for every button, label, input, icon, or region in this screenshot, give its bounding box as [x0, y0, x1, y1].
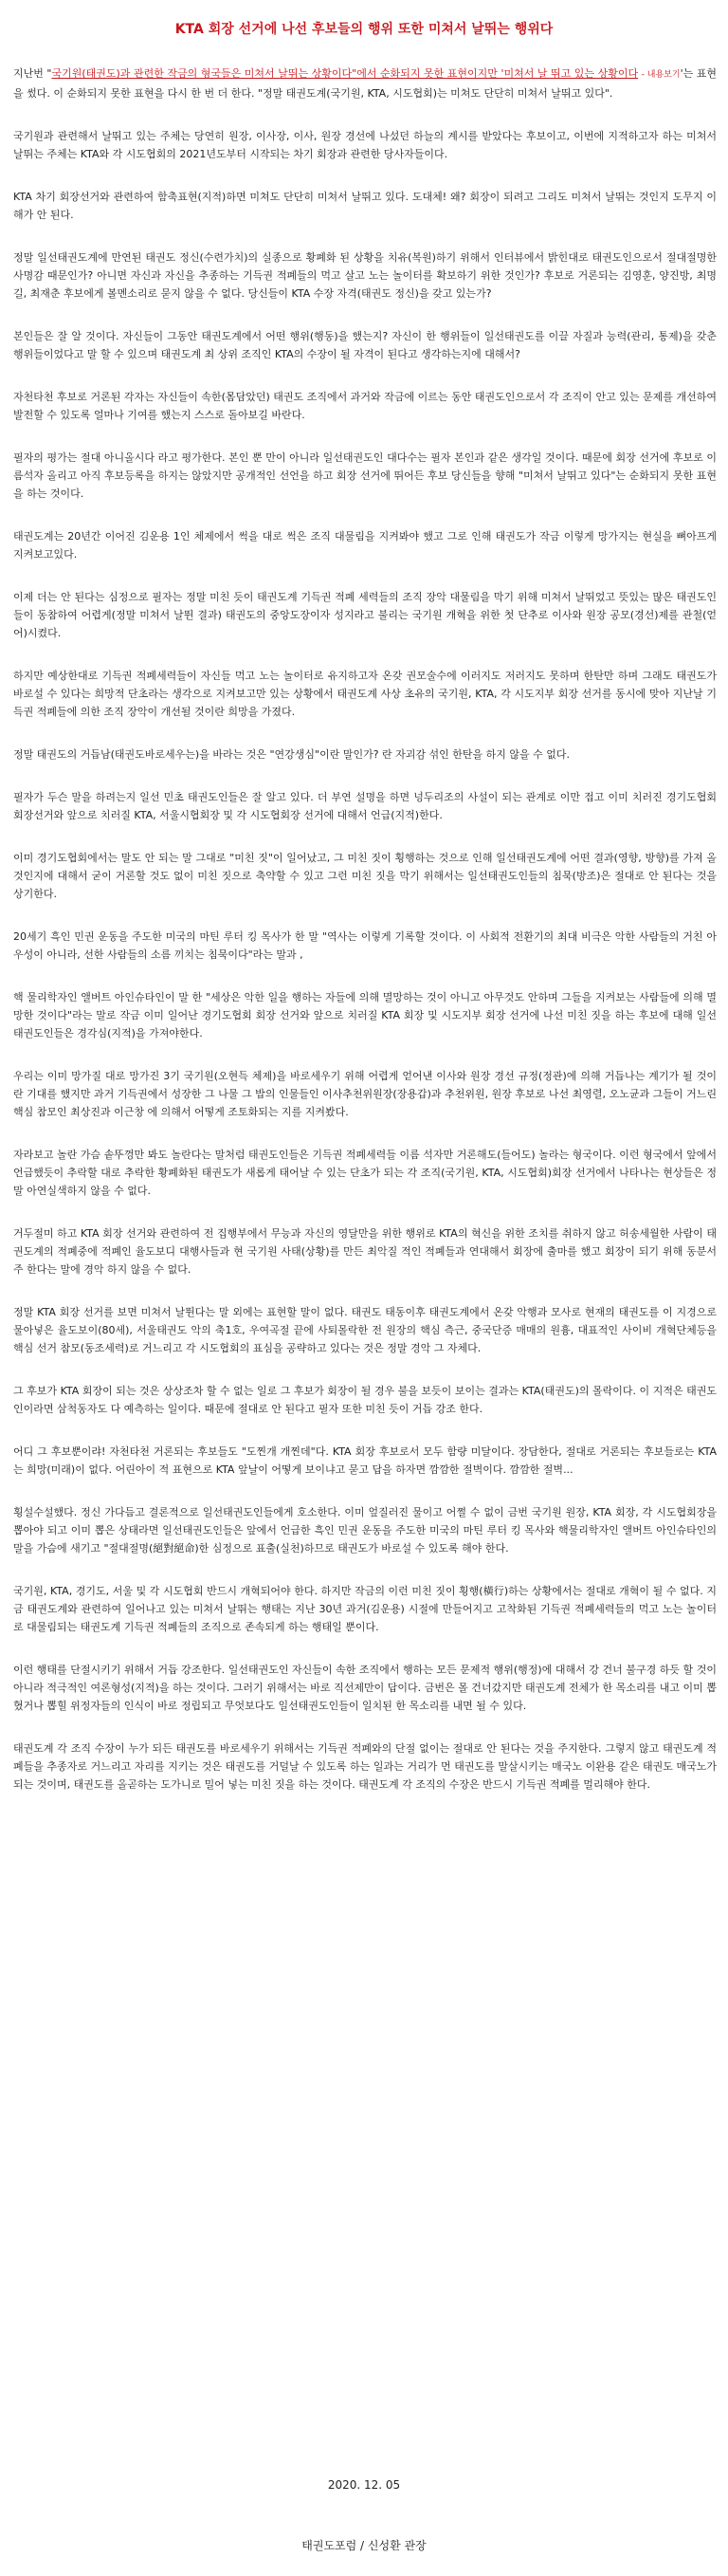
view-content-link[interactable]: - 내용보기: [641, 70, 681, 80]
body-paragraph: 이제 더는 안 된다는 심정으로 필자는 정말 미친 듯이 태권도계 기득권 적폐 세력들의 조직 장악 대물림을 막기 위해 미쳐서 날뛰었고 뜻있는 많은 태권도인들이 동참하여 어렵게(정말 미쳐서 날뛴 결과) 태권도의 중앙도장이자 성지라고 불리는 국기원 개혁을 위한 첫 단추로 이사와 원장 공모(경선)제를 관철(얻어)시켰다.: [13, 591, 717, 639]
article-title: KTA 회장 선거에 나선 후보들의 행위 또한 미쳐서 날뛰는 행위다: [174, 22, 554, 37]
body-paragraph: 어디 그 후보뿐이랴! 자천타천 거론되는 후보들도 "도찐개 개찐데"다. KTA 회장 후보로서 모두 함량 미달이다. 장담한다, 절대로 거론되는 후보들로는 KTA는 희망(미래)이 없다. 어린아이 적 표현으로 KTA 앞날이 어떻게 보이냐고 묻고 답을 하자면 깜깜한 절벽이다. 깜깜한 절벽...: [13, 1445, 717, 1476]
body-paragraph: 국기원, KTA, 경기도, 서울 및 각 시도협회 반드시 개혁되어야 한다. 하지만 작금의 이런 미친 짓이 횡행(橫行)하는 상황에서는 절대로 개혁이 될 수 없다. 지금 태권도계와 관련하여 일어나고 있는 미쳐서 날뛰는 행태는 지난 30년 과거(김운용) 시절에 만들어지고 고착화된 기득권 적폐세력들의 먹고 노는 놀이터로 대물림되는 태권도계 기득권 적폐들의 조직으로 존속되게 하는 행태일 뿐이다.: [13, 1585, 717, 1633]
article-date: 2020. 12. 05: [327, 2478, 401, 2492]
body-paragraph: 필자가 두슨 말을 하려는지 일선 민초 태권도인들은 잘 알고 있다. 더 부연 설명을 하면 넝두리조의 사설이 되는 관계로 이만 접고 이미 치러진 경기도협회 회장선거와 앞으로 치러질 KTA, 서울시협회장 및 각 시도협회장 선거에 대해서 언급(지적)한다.: [13, 791, 717, 821]
body-paragraph: 정말 KTA 회장 선거를 보면 미쳐서 날뛴다는 말 외에는 표현할 말이 없다. 태권도 태동이후 태권도계에서 온갖 악행과 모사로 현재의 태권도를 이 지경으로 물아넣은 율도보이(80세), 서울태권도 악의 축1호, 우여곡절 끝에 사퇴몰락한 전 원장의 핵심 측근, 중국단증 매매의 원흉, 대표적인 사이비 개혁단체등을 핵심 선거 참모(동조세력)로 거느리고 각 시도협회의 표심을 공략하고 있다는 것은 정말 경악 그 자체다.: [13, 1306, 717, 1354]
body-paragraph: 국기원과 관련해서 날뛰고 있는 주체는 당연히 원장, 이사장, 이사, 원장 경선에 나섰던 하늘의 계시를 받았다는 후보이고, 이번에 지적하고자 하는 미쳐서 날뛰는 주체는 KTA와 각 시도협회의 2021년도부터 시작되는 차기 회장과 관련한 당사자들이다.: [13, 130, 717, 160]
body-paragraph: 우리는 이미 망가질 대로 망가진 3기 국기원(오현득 체제)을 바로세우기 위해 어렵게 얻어낸 이사와 원장 경선 규정(정관)에 의해 거듭나는 계기가 될 것이란 기대를 했지만 과거 기득권에서 성장한 그 나물 그 밥의 인물들인 이사추천위원장(장용갑)과 추천위원, 원장 후보로 나선 최영렬, 오노균과 그들이 거느린 핵심 참모인 최상진과 이근창 에 의해서 어떻게 조토화되는 지를 지켜봤다.: [13, 1070, 717, 1118]
body-paragraph: 그 후보가 KTA 회장이 되는 것은 상상조차 할 수 없는 일로 그 후보가 회장이 될 경우 불을 보듯이 보이는 결과는 KTA(태권도)의 몰락이다. 이 지적은 태권도인이라면 삼척동자도 다 예측하는 일이다. 때문에 절대로 안 된다고 필자 또한 미친 듯이 거듭 강조 한다.: [13, 1385, 717, 1415]
body-paragraph: 정말 일선태권도계에 만연된 태권도 정신(수련가치)의 실종으로 황폐화 된 상황을 치유(복원)하기 위해서 인터뷰에서 밝힌대로 태권도인으로서 절대절명한 사명감 때문인가? 아니면 자신과 자신을 추종하는 기득권 적폐들의 먹고 살고 노는 놀이터를 확보하기 위한 것인가? 후보로 거론되는 김영훈, 양진방, 최명길, 최재춘 후보에게 볼멘소리로 묻지 않을 수 없다. 당신들이 KTA 수장 자격(태권도 정신)을 갖고 있는가?: [13, 251, 717, 300]
body-paragraph: 본인들은 잘 알 것이다. 자신들이 그동안 태권도계에서 어떤 행위(행동)을 했는지? 자신이 한 행위들이 일선태권도를 이끌 자질과 능력(관리, 통제)을 갖춘 행위들이었다고 말 할 수 있으며 태권도계 최 상위 조직인 KTA의 수장이 될 자격이 된다고 생각하는지에 대해서?: [13, 330, 717, 360]
body-paragraph: 거두절미 하고 KTA 회장 선거와 관련하여 전 집행부에서 무능과 자신의 영달만을 위한 행위로 KTA의 혁신을 위한 조치를 취하지 않고 허송세월한 사람이 태권도계의 적폐중에 적폐인 율도보디 대행사들과 현 국기원 사태(상황)를 만든 최악질 적인 적폐들과 연대해서 회장에 출마를 했고 회장이 되기 위해 동분서주 한다는 말에 경악 하지 않을 수 없다.: [13, 1227, 717, 1276]
body-paragraph: 정말 태권도의 거듭남(태권도바로세우는)을 바라는 것은 "연강생심"이란 말인가? 란 자괴감 섞인 한탄을 하지 않을 수 없다.: [13, 748, 571, 761]
previous-article-link[interactable]: 국기원(태권도)과 관련한 작금의 형국들은 미쳐서 날뛰는 상황이다"에서 순화되지 못한 표현이지만 '미쳐서 날 뛰고 있는 상황이다: [51, 67, 639, 80]
body-paragraph: 핵 물리학자인 앨버트 아인슈타인이 말 한 "세상은 악한 일을 행하는 자들에 의해 멸망하는 것이 아니고 아무것도 안하며 그들을 지켜보는 사람들에 의해 멸망한 것이다"라는 말로 작금 이미 일어난 경기도협회 회장 선거와 앞으로 치러질 KTA 회장 및 시도지부 회장 선거에 나선 미친 짓을 하는 후보에 대해 일선태권도인들은 경각심(지적)을 가져야한다.: [13, 991, 717, 1040]
body-paragraph: 태권도계는 20년간 이어진 김운용 1인 체제에서 썩을 대로 썩은 조직 대물림을 지켜봐야 했고 그로 인해 태권도가 작금 이렇게 망가지는 현실을 뼈아프게 지켜보고있다.: [13, 530, 717, 561]
body-paragraph: 횡설수설했다. 정신 가다듬고 결론적으로 일선태권도인들에게 호소한다. 이미 엎질러진 물이고 어쩔 수 없이 금번 국기원 원장, KTA 회장, 각 시도협회장을 뽑아야 되고 이미 뽑은 상태라면 일선태권도인들은 앞에서 언급한 흑인 민권 운동을 주도한 미국의 마틴 루터 킹 목사와 핵물리학자인 앨버트 아인슈타인의 말을 가슴에 새기고 "절대절명(絕對絕命)한 심정으로 표출(실천)하므로 태권도가 바로설 수 있도록 해야 한다.: [13, 1506, 717, 1555]
body-paragraph: KTA 차기 회장선거와 관련하여 함축표현(지적)하면 미쳐도 단단히 미쳐서 날뛰고 있다. 도대체! 왜? 회장이 되려고 그리도 미쳐서 날뛰는 것인지 도무지 이해가 안 된다.: [13, 191, 717, 221]
body-paragraph: 필자의 평가는 절대 아니올시다 라고 평가한다. 본인 뿐 만이 아니라 일선태권도인 대다수는 필자 본인과 같은 생각일 것이다. 때문에 회장 선거에 후보로 이름석자 올리고 아직 후보등록을 하지는 않았지만 공개적인 선언을 하고 회장 선거에 뛰어든 후보 당신들을 향해 "미쳐서 날뛰고 있다"는 순화되지 못한 표현을 하는 것이다.: [13, 451, 717, 500]
body-paragraph: 하지만 예상한대로 기득권 적폐세력들이 자신들 먹고 노는 놀이터로 유지하고자 온갖 권모술수에 이러지도 저러지도 못하며 한탄만 하며 그래도 태권도가 바로설 수 있다는 희망적 단초라는 생각으로 지켜보고만 있는 상황에서 태권도계 사상 초유의 국기원, KTA, 각 시도지부 회장 선거를 동시에 맞아 지난날 기득권 적폐들에 의한 조직 장악이 개선될 것이란 희망을 가졌다.: [13, 670, 717, 718]
intro-text-before: 지난번 ": [13, 67, 52, 80]
article-author: 태권도포럼 / 신성환 관장: [301, 2539, 427, 2552]
body-paragraph: 자천타천 후보로 거론된 각자는 자신들이 속한(몸담았던) 태권도 조직에서 과거와 작금에 이르는 동안 태권도인으로서 각 조직이 안고 있는 문제를 개선하여 발전할 수 있도록 얼마나 기여를 했는지 스스로 돌아보길 바란다.: [13, 391, 717, 421]
body-paragraph: 이런 행태를 단절시키기 위해서 거듭 강조한다. 일선태권도인 자신들이 속한 조직에서 행하는 모든 문제적 행위(행정)에 대해서 강 건너 불구경 하듯 할 것이 아니라 적극적인 여론형성(지적)을 하는 것이다. 그러기 위해서는 바로 직선제만이 답이다. 금번은 몰 건너갔지만 태권도계 전체가 한 목소리를 내고 이미 뽑혔거나 뽑힐 위정자들의 인식이 바로 정립되고 무엇보다도 일선태권도인들이 일치된 한 목소리를 내면 될 수 있다.: [13, 1664, 717, 1712]
body-paragraph: 태권도계 각 조직 수장이 누가 되든 태권도를 바로세우기 위해서는 기득권 적폐와의 단절 없이는 절대로 안 된다는 것을 주지한다. 그렇지 않고 태권도계 적폐들을 추종자로 거느리고 자리를 지키는 것은 태권도를 거덜날 수 있도록 하는 일과는 거리가 먼 태권도를 말살시키는 매국노 이완용 같은 태권도 매국노가 되는 것이며, 태권도를 올곧하는 도가니로 밀어 넣는 미친 짓을 하는 것이다. 태권도계 각 조직의 수장은 반드시 기득권 적폐를 멀리해야 한다.: [13, 1742, 717, 1791]
intro-paragraph: [13, 64, 717, 102]
body-paragraph: 이미 경기도협회에서는 말도 안 되는 말 그대로 "미친 짓"이 일어났고, 그 미친 짓이 횡행하는 것으로 인해 일선태권도계에 어떤 결과(영향, 방향)를 가져 올 것인지에 대해서 굳이 거론할 것도 없이 미친 짓으로 축약할 수 있고 그런 미친 짓을 막기 위해서는 일선태권도인들의 침묵(방조)은 절대로 안 된다는 것을 상기한다.: [13, 852, 717, 900]
body-paragraph: 자라보고 놀란 가슴 솥뚜껑만 봐도 놀란다는 말처럼 태권도인들은 기득권 적폐세력들 이름 석자만 거론해도(들어도) 놀라는 형국이다. 이런 형국에서 앞에서 언급했듯이 추락할 대로 추락한 황폐화된 태권도가 새롭게 태어날 수 있는 단초가 되는 각 조직(국기원, KTA, 시도협회)회장 선거에서 나타나는 현상들은 정말 아연실색하지 않을 수 없다.: [13, 1149, 717, 1197]
body-paragraph: 20세기 흑인 민권 운동을 주도한 미국의 마틴 루터 킹 목사가 한 말 "역사는 이렇게 기록할 것이다. 이 사회적 전환기의 최대 비극은 악한 사람들의 거친 아우성이 아니라, 선한 사람들의 소름 끼치는 침묵이다"라는 말과 ,: [13, 930, 717, 961]
intro-text-after: '는 표현을 썼다. 이 순화되지 못한 표현을 다시 한 번 더 한다. "정말 태권도계(국기원, KTA, 시도협회)는 미쳐도 단단히 미쳐서 날뛰고 있다".: [13, 67, 717, 100]
article-body: [13, 64, 717, 1818]
